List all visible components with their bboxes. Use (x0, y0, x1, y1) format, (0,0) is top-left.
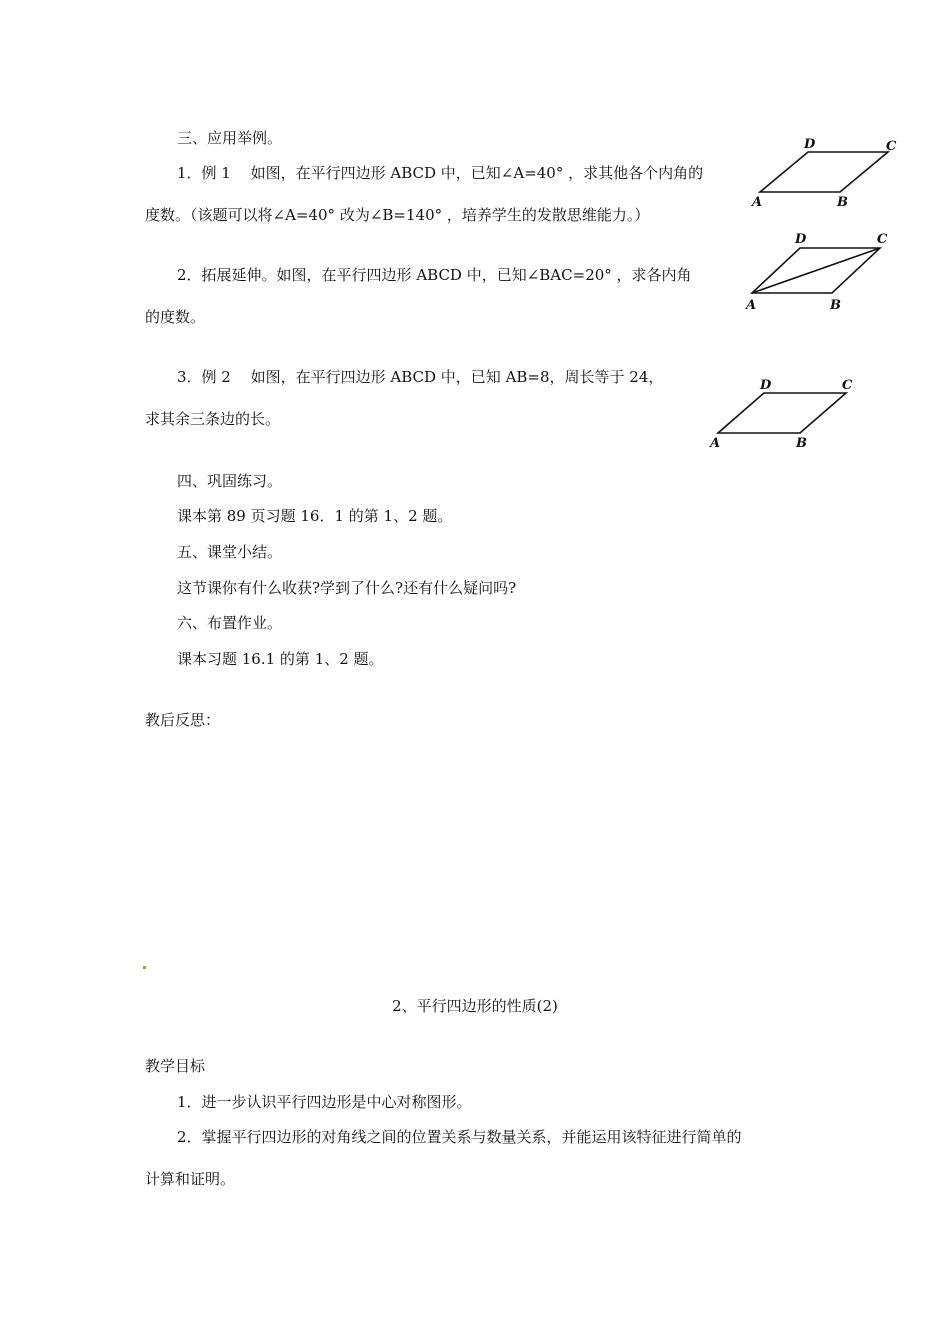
objective-2-line-2: 计算和证明。 (145, 1170, 236, 1188)
summary-text: 这节课你有什么收获?学到了什么?还有什么疑问吗? (177, 579, 517, 597)
vertex-label-c: C (886, 139, 897, 154)
objective-1: 1．进一步认识平行四边形是中心对称图形。 (177, 1093, 472, 1111)
marker-dot (143, 966, 146, 969)
vertex-label-d: D (760, 378, 772, 393)
vertex-label-d: D (795, 232, 807, 247)
parallelogram-figure-2 (740, 228, 900, 314)
vertex-label-b: B (796, 436, 807, 451)
parallelogram-figure-3 (706, 372, 866, 451)
vertex-label-c: C (877, 232, 888, 247)
vertex-label-c: C (842, 378, 853, 393)
section-3-heading: 三、应用举例。 (177, 129, 283, 147)
example-3-line-2: 求其余三条边的长。 (145, 410, 281, 428)
section-4-heading: 四、巩固练习。 (177, 472, 283, 490)
vertex-label-a: A (710, 436, 721, 451)
example-2-line-1: 2．拓展延伸。如图，在平行四边形 ABCD 中，已知∠BAC=20° ，求各内角 (177, 266, 692, 284)
objective-2-line-1: 2．掌握平行四边形的对角线之间的位置关系与数量关系，并能运用该特征进行简单的 (177, 1128, 742, 1146)
vertex-label-b: B (837, 195, 848, 210)
vertex-label-b: B (830, 298, 841, 313)
example-2-line-2: 的度数。 (145, 308, 206, 326)
example-1-line-1: 1．例 1 如图，在平行四边形 ABCD 中，已知∠A=40° ，求其他各个内角的 (177, 164, 704, 182)
objectives-heading: 教学目标 (145, 1057, 206, 1075)
practice-text: 课本第 89 页习题 16．1 的第 1、2 题。 (177, 507, 453, 525)
lesson-title: 2、平行四边形的性质(2) (392, 997, 558, 1015)
vertex-label-a: A (746, 298, 757, 313)
parallelogram-3-shape (718, 393, 846, 433)
vertex-label-d: D (804, 137, 816, 152)
vertex-label-a: A (752, 195, 763, 210)
section-6-heading: 六、布置作业。 (177, 614, 283, 632)
parallelogram-figure-1 (748, 134, 908, 210)
diagonal-ac (752, 248, 880, 293)
example-3-line-1: 3．例 2 如图，在平行四边形 ABCD 中，已知 AB=8，周长等于 24， (177, 368, 664, 386)
reflection-label: 教后反思： (145, 711, 221, 729)
section-5-heading: 五、课堂小结。 (177, 543, 283, 561)
example-1-line-2: 度数。（该题可以将∠A=40° 改为∠B=140° ，培养学生的发散思维能力。） (145, 206, 650, 224)
parallelogram-1-shape (760, 152, 888, 192)
homework-text: 课本习题 16.1 的第 1、2 题。 (177, 650, 384, 668)
